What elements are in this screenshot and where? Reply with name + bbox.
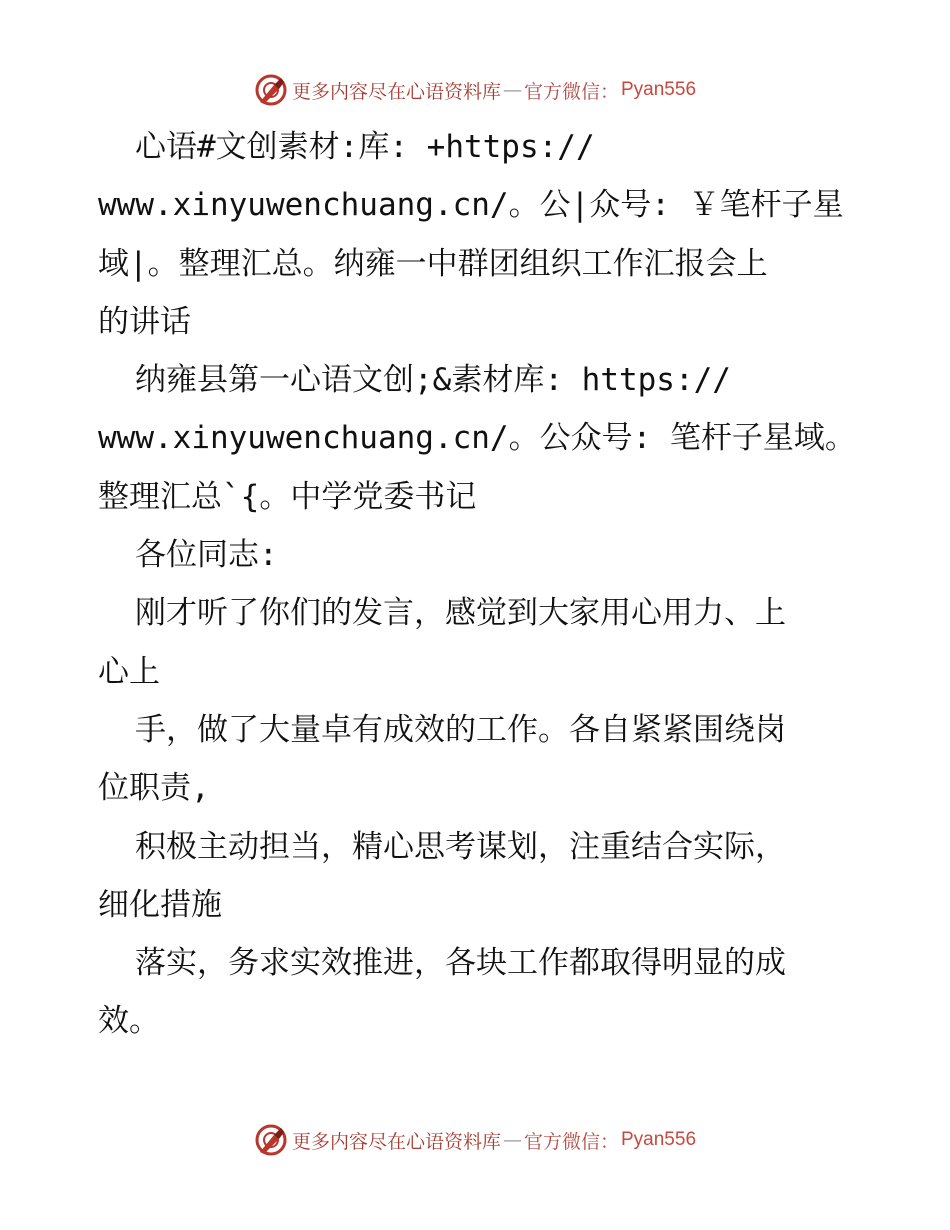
document-body (98, 118, 878, 1051)
text-line: 的讲话 (98, 303, 191, 340)
watermark-wechat-label: 官方微信： (523, 1130, 619, 1153)
text-line: 效。 (98, 1003, 160, 1040)
text-line: 心语#文创素材:库: +https:// (135, 129, 595, 165)
pen-logo-icon (254, 73, 288, 107)
watermark-wechat-id: Pyan556 (621, 79, 697, 100)
text-line: 纳雍县第一心语文创;&素材库: https:// (135, 362, 731, 399)
text-line: 心上 (98, 653, 160, 690)
text-line: 域|。整理汇总。纳雍一中群团组织工作汇报会上 (98, 245, 768, 282)
watermark-wechat-id: Pyan556 (621, 1129, 697, 1150)
footer-watermark (0, 1120, 950, 1160)
text-line: 整理汇总`{。中学党委书记 (98, 478, 477, 515)
watermark-main-text: 更多内容尽在心语资料库 (291, 1130, 501, 1153)
text-line: 落实，务求实效推进，各块工作都取得明显的成 (135, 945, 786, 982)
text-line: 各位同志: (135, 537, 278, 574)
text-line: 积极主动担当，精心思考谋划，注重结合实际， (135, 828, 786, 865)
text-line: www.xinyuwenchuang.cn/。公众号: 笔杆子星域。 (98, 420, 856, 457)
text-line: 位职责, (98, 770, 210, 807)
text-line: www.xinyuwenchuang.cn/。公|众号: ￥笔杆子星 (98, 187, 844, 224)
text-line: 细化措施 (98, 886, 222, 923)
text-line: 手，做了大量卓有成效的工作。各自紧紧围绕岗 (135, 711, 786, 748)
pen-logo-icon (254, 1123, 288, 1157)
watermark-separator: — (502, 1129, 522, 1151)
watermark-wechat-label: 官方微信： (523, 80, 619, 103)
header-watermark (0, 70, 950, 110)
watermark-separator: — (502, 79, 522, 101)
text-line: 刚才听了你们的发言，感觉到大家用心用力、上 (135, 595, 786, 632)
watermark-main-text: 更多内容尽在心语资料库 (291, 80, 501, 103)
